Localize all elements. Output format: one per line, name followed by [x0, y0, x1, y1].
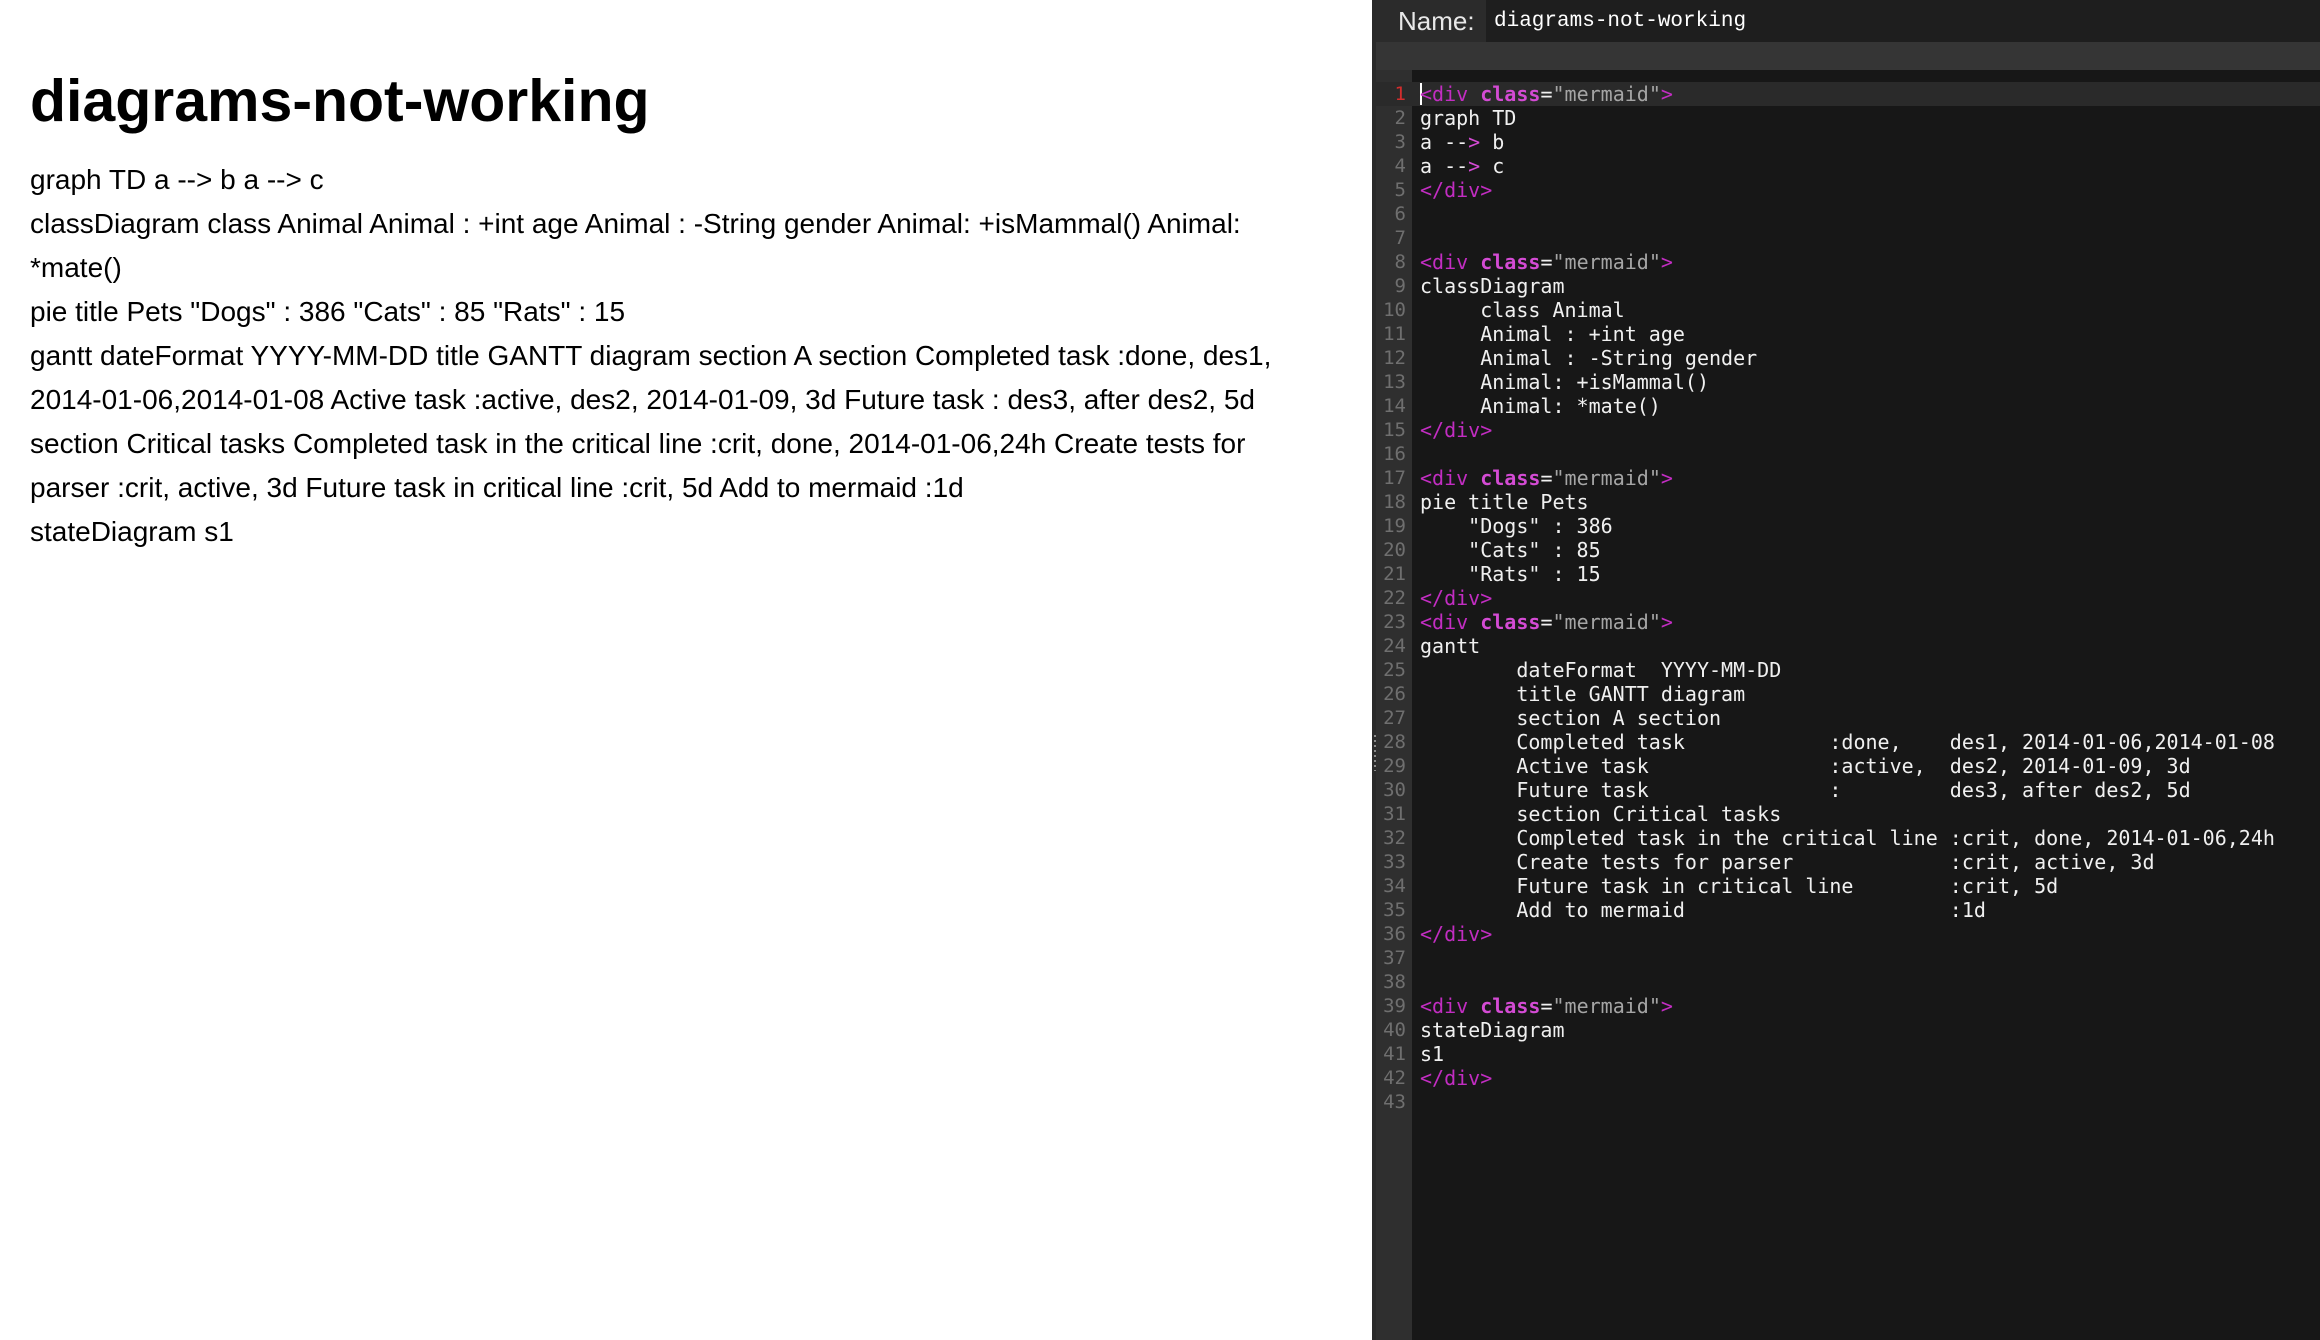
code-line[interactable] [1376, 274, 2320, 298]
line-number: 40 [1383, 1019, 1406, 1041]
code-editor[interactable] [1376, 70, 2320, 1340]
code-line[interactable] [1376, 106, 2320, 130]
code-line-text [1420, 346, 1757, 370]
code-line-text [1420, 322, 1685, 346]
code-line[interactable] [1376, 610, 2320, 634]
preview-text-class-diagram: classDiagram class Animal Animal : +int age Animal : -String gender Animal: +isMammal() Animal: *mate() [30, 208, 1241, 283]
code-token: class Animal [1420, 298, 1625, 322]
code-line[interactable] [1376, 346, 2320, 370]
code-line[interactable] [1376, 562, 2320, 586]
code-token: class [1480, 82, 1541, 106]
code-token: class [1480, 466, 1541, 490]
code-line[interactable] [1376, 754, 2320, 778]
name-bar [1376, 0, 2320, 42]
name-input[interactable] [1486, 0, 2320, 42]
code-token: Animal: +isMammal() [1420, 370, 1709, 394]
line-number: 25 [1383, 659, 1406, 681]
code-line[interactable] [1376, 466, 2320, 490]
code-token: Future task : des3, after des2, 5d [1420, 778, 2191, 802]
code-token: <div [1420, 82, 1481, 106]
code-token: "mermaid" [1552, 250, 1661, 274]
editor-toolbar-strip [1376, 42, 2320, 70]
code-line-text [1420, 802, 1781, 826]
line-number: 12 [1383, 347, 1406, 369]
code-line-text [1420, 106, 1516, 130]
code-token: "Rats" : 15 [1420, 562, 1601, 586]
code-line-text [1420, 370, 1709, 394]
line-number: 3 [1394, 131, 1406, 153]
code-line-text [1420, 586, 1492, 610]
code-line-text [1420, 730, 2275, 754]
code-line[interactable] [1376, 586, 2320, 610]
code-line-text [1420, 490, 1589, 514]
code-token: = [1540, 610, 1553, 634]
line-number: 4 [1394, 155, 1406, 177]
line-number: 26 [1383, 683, 1406, 705]
code-line[interactable] [1376, 682, 2320, 706]
code-token: c [1480, 154, 1505, 178]
line-number: 9 [1394, 275, 1406, 297]
preview-text-graph: graph TD a --> b a --> c [30, 164, 324, 195]
line-number: 30 [1383, 779, 1406, 801]
code-line-text [1420, 922, 1492, 946]
code-line-text [1420, 562, 1601, 586]
line-number: 23 [1383, 611, 1406, 633]
line-number: 22 [1383, 587, 1406, 609]
code-line-text [1420, 634, 1480, 658]
code-token: "mermaid" [1552, 610, 1661, 634]
code-token: "Cats" : 85 [1420, 538, 1601, 562]
code-line-text [1420, 1066, 1492, 1090]
code-token: stateDiagram [1420, 1018, 1565, 1042]
code-token: "mermaid" [1552, 994, 1661, 1018]
code-line[interactable] [1376, 538, 2320, 562]
line-number: 41 [1383, 1043, 1406, 1065]
code-token: = [1540, 466, 1553, 490]
line-number: 43 [1383, 1091, 1406, 1113]
line-number: 32 [1383, 827, 1406, 849]
code-token: b [1480, 130, 1505, 154]
line-number: 10 [1383, 299, 1406, 321]
line-number: 37 [1383, 947, 1406, 969]
code-line-text [1420, 298, 1625, 322]
line-number: 19 [1383, 515, 1406, 537]
code-line[interactable] [1376, 154, 2320, 178]
line-number: 16 [1383, 443, 1406, 465]
code-line[interactable] [1376, 226, 2320, 250]
code-line[interactable] [1376, 1090, 2320, 1114]
line-number: 21 [1383, 563, 1406, 585]
code-line-text [1420, 1018, 1565, 1042]
code-line[interactable] [1376, 442, 2320, 466]
code-line[interactable] [1376, 730, 2320, 754]
code-token: title GANTT diagram [1420, 682, 1746, 706]
code-token: s1 [1420, 1042, 1445, 1066]
code-token: </div> [1420, 1066, 1493, 1090]
line-number: 14 [1383, 395, 1406, 417]
code-token: = [1540, 994, 1553, 1018]
code-token: section Critical tasks [1420, 802, 1782, 826]
code-line[interactable] [1376, 946, 2320, 970]
line-number: 2 [1394, 107, 1406, 129]
code-line-text [1420, 994, 1673, 1018]
code-line-text [1420, 178, 1492, 202]
code-line[interactable] [1376, 826, 2320, 850]
code-token: > [1660, 466, 1673, 490]
code-line[interactable] [1376, 994, 2320, 1018]
code-token: class [1480, 250, 1541, 274]
code-token: Completed task in the critical line :crit, done, 2014-01-06,24h [1420, 826, 2275, 850]
code-line-text [1420, 754, 2191, 778]
line-number: 20 [1383, 539, 1406, 561]
code-line[interactable] [1376, 1042, 2320, 1066]
code-line-text [1420, 514, 1613, 538]
code-token: section A section [1420, 706, 1722, 730]
line-number: 35 [1383, 899, 1406, 921]
code-token: Completed task :done, des1, 2014-01-06,2014-01-08 [1420, 730, 2275, 754]
code-line[interactable] [1376, 1018, 2320, 1042]
code-line[interactable] [1376, 970, 2320, 994]
code-line[interactable] [1376, 202, 2320, 226]
code-token: </div> [1420, 418, 1493, 442]
code-line-text [1420, 682, 1745, 706]
code-line-text [1420, 778, 2191, 802]
code-line[interactable] [1376, 922, 2320, 946]
line-number: 13 [1383, 371, 1406, 393]
code-line-text [1420, 130, 1504, 154]
code-token: <div [1420, 610, 1481, 634]
code-token: class [1480, 994, 1541, 1018]
code-line-text [1420, 82, 1673, 106]
code-token: > [1660, 610, 1673, 634]
code-lines [1376, 82, 2320, 1114]
line-number: 38 [1383, 971, 1406, 993]
code-token: <div [1420, 994, 1481, 1018]
code-token: = [1540, 250, 1553, 274]
code-line[interactable] [1376, 802, 2320, 826]
page-title: diagrams-not-working [30, 68, 650, 134]
line-number: 31 [1383, 803, 1406, 825]
line-number: 39 [1383, 995, 1406, 1017]
code-token: = [1540, 82, 1553, 106]
code-line[interactable] [1376, 394, 2320, 418]
editor-pane [1376, 0, 2320, 1340]
code-line-text [1420, 394, 1661, 418]
name-label: Name: [1398, 6, 1475, 36]
code-line-text [1420, 658, 1781, 682]
line-number: 11 [1383, 323, 1406, 345]
line-number: 33 [1383, 851, 1406, 873]
code-token: class [1480, 610, 1541, 634]
code-line-text [1420, 826, 2275, 850]
code-line[interactable] [1376, 82, 2320, 106]
code-token: a -- [1420, 130, 1469, 154]
line-number: 1 [1394, 83, 1406, 105]
code-line-text [1420, 610, 1673, 634]
code-line-text [1420, 538, 1601, 562]
code-line-text [1420, 706, 1721, 730]
code-token: a -- [1420, 154, 1469, 178]
line-number: 34 [1383, 875, 1406, 897]
code-token: > [1660, 250, 1673, 274]
code-line-text [1420, 466, 1673, 490]
code-line-text [1420, 850, 2155, 874]
code-line-text [1420, 898, 1986, 922]
code-token: graph TD [1420, 106, 1517, 130]
code-token: Create tests for parser :crit, active, 3d [1420, 850, 2155, 874]
code-line[interactable] [1376, 370, 2320, 394]
line-number: 15 [1383, 419, 1406, 441]
preview-text-gantt: gantt dateFormat YYYY-MM-DD title GANTT diagram section A section Completed task :done, des1, 2014-01-06,2014-01-08 Active task :active, des2, 2014-01-09, 3d Future task : des3, after des2, 5d section Critical tasks Completed task in the critical line :crit, done, 2014-01-06,24h Create tests for parser :crit, active, 3d Future task in critical line :crit, 5d Add to mermaid :1d [30, 340, 1272, 503]
code-line[interactable] [1376, 898, 2320, 922]
code-token: dateFormat YYYY-MM-DD [1420, 658, 1782, 682]
code-token: Animal : -String gender [1420, 346, 1758, 370]
code-line[interactable] [1376, 850, 2320, 874]
code-line[interactable] [1376, 298, 2320, 322]
code-token: "Dogs" : 386 [1420, 514, 1613, 538]
code-token: Animal: *mate() [1420, 394, 1661, 418]
preview-body [30, 158, 1320, 554]
code-line[interactable] [1376, 706, 2320, 730]
line-number: 8 [1394, 251, 1406, 273]
preview-text-state-diagram: stateDiagram s1 [30, 516, 234, 547]
code-token: </div> [1420, 922, 1493, 946]
code-token: Future task in critical line :crit, 5d [1420, 874, 2059, 898]
code-line-text [1420, 154, 1504, 178]
code-line[interactable] [1376, 778, 2320, 802]
code-line[interactable] [1376, 250, 2320, 274]
code-token: pie title Pets [1420, 490, 1589, 514]
code-token: > [1468, 130, 1481, 154]
code-line-text [1420, 1042, 1444, 1066]
code-token: Add to mermaid :1d [1420, 898, 1986, 922]
code-line[interactable] [1376, 874, 2320, 898]
code-token: > [1660, 82, 1673, 106]
line-number: 6 [1394, 203, 1406, 225]
code-line-text [1420, 418, 1492, 442]
line-number: 36 [1383, 923, 1406, 945]
code-token: </div> [1420, 178, 1493, 202]
code-token: > [1468, 154, 1481, 178]
code-token: Active task :active, des2, 2014-01-09, 3d [1420, 754, 2191, 778]
line-number: 18 [1383, 491, 1406, 513]
code-token: > [1660, 994, 1673, 1018]
code-token: "mermaid" [1552, 466, 1661, 490]
code-line-text [1420, 274, 1565, 298]
line-number: 17 [1383, 467, 1406, 489]
code-line[interactable] [1376, 634, 2320, 658]
code-token: "mermaid" [1552, 82, 1661, 106]
code-token: <div [1420, 466, 1481, 490]
line-number: 27 [1383, 707, 1406, 729]
line-number: 7 [1394, 227, 1406, 249]
code-line[interactable] [1376, 658, 2320, 682]
code-token: <div [1420, 250, 1481, 274]
code-line[interactable] [1376, 514, 2320, 538]
line-number: 28 [1383, 731, 1406, 753]
code-line[interactable] [1376, 418, 2320, 442]
line-number: 42 [1383, 1067, 1406, 1089]
line-number: 5 [1394, 179, 1406, 201]
code-token: classDiagram [1420, 274, 1565, 298]
code-token: Animal : +int age [1420, 322, 1685, 346]
code-line[interactable] [1376, 130, 2320, 154]
code-line[interactable] [1376, 1066, 2320, 1090]
code-line[interactable] [1376, 178, 2320, 202]
code-token: gantt [1420, 634, 1481, 658]
code-token: </div> [1420, 586, 1493, 610]
preview-text-pie: pie title Pets "Dogs" : 386 "Cats" : 85 "Rats" : 15 [30, 296, 626, 327]
code-line[interactable] [1376, 490, 2320, 514]
code-line[interactable] [1376, 322, 2320, 346]
line-number: 29 [1383, 755, 1406, 777]
line-number: 24 [1383, 635, 1406, 657]
code-line-text [1420, 874, 2058, 898]
code-line-text [1420, 250, 1673, 274]
